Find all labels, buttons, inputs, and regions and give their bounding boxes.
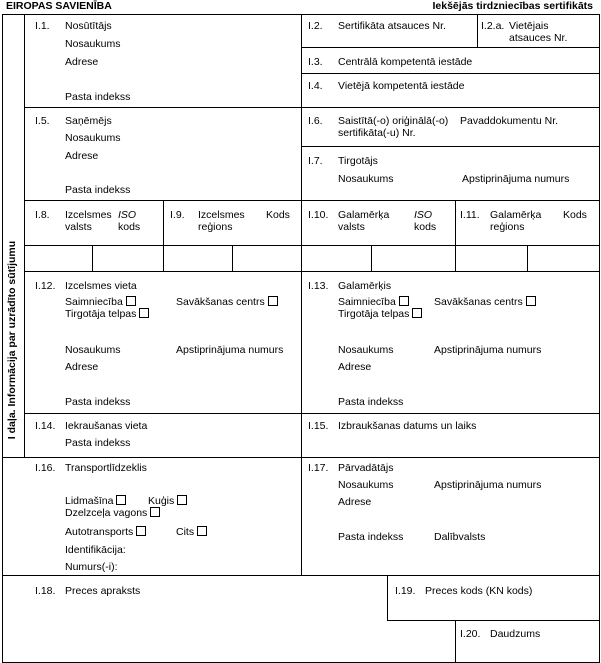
checkbox[interactable]: [399, 296, 409, 306]
grid-line: [371, 245, 372, 271]
i13-opt-tirgotaja[interactable]: Tirgotāja telpas: [338, 308, 422, 320]
i16-opt-dzelzcela[interactable]: Dzelzceļa vagons: [65, 507, 160, 519]
i11-kods: Kods: [563, 209, 587, 221]
i13-apstiprinajuma: Apstiprinājuma numurs: [434, 344, 542, 356]
i5-nosaukums: Nosaukums: [65, 132, 121, 144]
i13-pasta-indekss: Pasta indekss: [338, 396, 404, 408]
i17-title: Pārvadātājs: [338, 462, 394, 474]
i9-num: I.9.: [170, 209, 185, 221]
i20-title: Daudzums: [490, 628, 541, 640]
i9-title: Izcelsmes reģions: [198, 209, 245, 233]
i10-iso: ISO: [414, 209, 433, 221]
i1-pasta-indekss: Pasta indekss: [65, 91, 131, 103]
checkbox[interactable]: [136, 526, 146, 536]
checkbox[interactable]: [197, 526, 207, 536]
grid-line: [301, 73, 600, 74]
grid-line: [2, 457, 600, 458]
i10-title: Galamērķa valsts: [338, 209, 390, 233]
grid-line: [477, 14, 478, 47]
i2-num: I.2.: [308, 20, 323, 32]
i17-apstiprinajuma: Apstiprinājuma numurs: [434, 479, 542, 491]
grid-line: [455, 620, 456, 663]
i7-title: Tirgotājs: [338, 155, 378, 167]
grid-line: [24, 245, 600, 246]
i2a-num: I.2.a.: [481, 20, 505, 32]
i13-num: I.13.: [308, 280, 329, 292]
i14-title: Iekraušanas vieta: [65, 420, 148, 432]
i12-opt-tirgotaja[interactable]: Tirgotāja telpas: [65, 308, 149, 320]
i16-opt-lidmasina[interactable]: Lidmašīna: [65, 495, 126, 507]
i6-title2: Pavaddokumentu Nr.: [460, 115, 559, 127]
i16-title: Transportlīdzeklis: [65, 462, 147, 474]
grid-line: [387, 575, 388, 620]
i20-num: I.20.: [460, 628, 481, 640]
i12-nosaukums: Nosaukums: [65, 344, 121, 356]
i6-title: Saistītā(-o) oriģinālā(-o) sertifikāta(-u) Nr.: [338, 115, 449, 139]
checkbox[interactable]: [526, 296, 536, 306]
grid-line: [455, 200, 456, 271]
i13-title: Galamērķis: [338, 280, 392, 292]
i10-num: I.10.: [308, 209, 329, 221]
checkbox[interactable]: [139, 308, 149, 318]
i16-opt-kugis[interactable]: Kuģis: [148, 495, 187, 507]
i17-pasta-indekss: Pasta indekss: [338, 531, 404, 543]
i19-num: I.19.: [395, 585, 416, 597]
i17-dalibvalsts: Dalībvalsts: [434, 531, 486, 543]
grid-line: [301, 14, 302, 575]
checkbox[interactable]: [126, 296, 136, 306]
i16-numurs: Numurs(-i):: [65, 561, 118, 573]
i12-opt-saimnieciba[interactable]: Saimniecība: [65, 296, 136, 308]
grid-line: [24, 413, 600, 414]
i13-nosaukums: Nosaukums: [338, 344, 394, 356]
i14-num: I.14.: [35, 420, 56, 432]
i12-num: I.12.: [35, 280, 56, 292]
checkbox[interactable]: [116, 495, 126, 505]
checkbox[interactable]: [268, 296, 278, 306]
i17-num: I.17.: [308, 462, 329, 474]
i16-opt-cits[interactable]: Cits: [176, 526, 207, 538]
i7-nosaukums: Nosaukums: [338, 173, 394, 185]
checkbox[interactable]: [177, 495, 187, 505]
i5-num: I.5.: [35, 115, 50, 127]
i13-adrese: Adrese: [338, 361, 372, 373]
i5-title: Saņēmējs: [65, 115, 112, 127]
i8-title: Izcelsmes valsts: [65, 209, 112, 233]
grid-line: [24, 14, 25, 457]
i2a-title: Vietējais atsauces Nr.: [509, 20, 568, 44]
i1-num: I.1.: [35, 20, 50, 32]
header-right: Iekšējās tirdzniecības sertifikāts: [432, 0, 593, 12]
grid-line: [2, 575, 600, 576]
i3-num: I.3.: [308, 56, 323, 68]
i3-title: Centrālā kompetentā iestāde: [338, 56, 473, 68]
i12-pasta-indekss: Pasta indekss: [65, 396, 131, 408]
grid-line: [24, 200, 600, 201]
i15-title: Izbraukšanas datums un laiks: [338, 420, 477, 432]
side-label: I daļa. Informācija par uzrādīto sūtījumu: [6, 240, 18, 440]
i7-apstiprinajuma: Apstiprinājuma numurs: [462, 173, 570, 185]
i8-iso: ISO: [118, 209, 137, 221]
grid-line: [527, 245, 528, 271]
i15-num: I.15.: [308, 420, 329, 432]
i10-kods: kods: [414, 221, 437, 233]
grid-line: [24, 107, 600, 108]
i19-title: Preces kods (KN kods): [425, 585, 533, 597]
i13-opt-saimnieciba[interactable]: Saimniecība: [338, 296, 409, 308]
i5-adrese: Adrese: [65, 150, 99, 162]
i4-title: Vietējā kompetentā iestāde: [338, 80, 465, 92]
grid-line: [387, 620, 600, 621]
grid-line: [24, 271, 600, 272]
i8-num: I.8.: [35, 209, 50, 221]
i9-kods: Kods: [266, 209, 290, 221]
grid-line: [301, 47, 600, 48]
i17-nosaukums: Nosaukums: [338, 479, 394, 491]
i4-num: I.4.: [308, 80, 323, 92]
i13-opt-savaksanas[interactable]: Savākšanas centrs: [434, 296, 536, 308]
grid-line: [92, 245, 93, 271]
i1-adrese: Adrese: [65, 56, 99, 68]
i16-identifikacija: Identifikācija:: [65, 544, 126, 556]
grid-line: [2, 14, 3, 663]
i16-num: I.16.: [35, 462, 56, 474]
checkbox[interactable]: [150, 507, 160, 517]
i1-nosaukums: Nosaukums: [65, 38, 121, 50]
grid-line: [599, 14, 600, 663]
grid-line: [232, 245, 233, 271]
i11-num: I.11.: [460, 209, 480, 221]
i17-adrese: Adrese: [338, 496, 372, 508]
i18-num: I.18.: [35, 585, 56, 597]
i16-opt-autotransports[interactable]: Autotransports: [65, 526, 146, 538]
checkbox[interactable]: [412, 308, 422, 318]
grid-line: [301, 146, 600, 147]
i5-pasta-indekss: Pasta indekss: [65, 184, 131, 196]
i2-title: Sertifikāta atsauces Nr.: [338, 20, 446, 32]
i11-title: Galamērķa reģions: [490, 209, 542, 233]
i8-kods: kods: [118, 221, 141, 233]
i1-title: Nosūtītājs: [65, 20, 112, 32]
i6-num: I.6.: [308, 115, 323, 127]
grid-line: [163, 200, 164, 271]
i7-num: I.7.: [308, 155, 323, 167]
i12-apstiprinajuma: Apstiprinājuma numurs: [176, 344, 284, 356]
i12-opt-savaksanas[interactable]: Savākšanas centrs: [176, 296, 278, 308]
i14-pasta-indekss: Pasta indekss: [65, 437, 131, 449]
header-left: EIROPAS SAVIENĪBA: [6, 0, 112, 12]
i12-adrese: Adrese: [65, 361, 99, 373]
i18-title: Preces apraksts: [65, 585, 141, 597]
i12-title: Izcelsmes vieta: [65, 280, 137, 292]
